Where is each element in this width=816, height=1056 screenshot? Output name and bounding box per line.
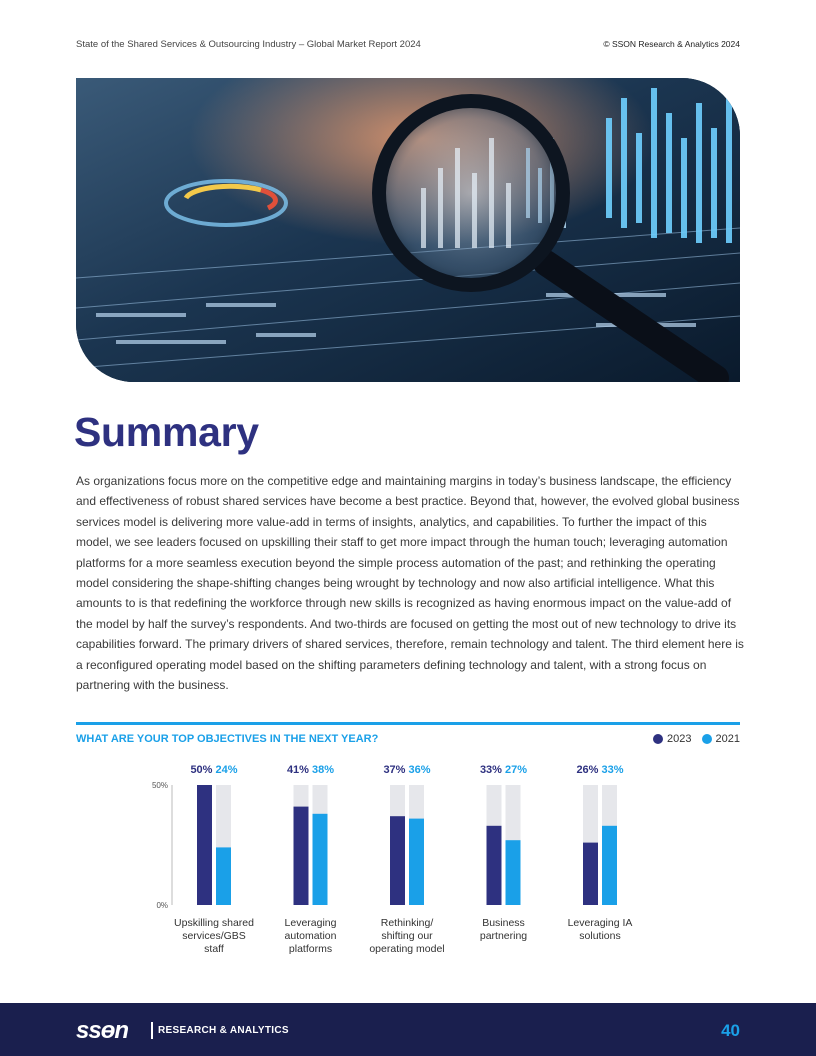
legend-label-2021: 2021 (715, 733, 740, 745)
chart-legend (653, 733, 740, 745)
hero-image (76, 78, 740, 382)
data-label-pair (383, 764, 430, 776)
data-label-2023: 26% (576, 764, 599, 776)
bar-2021 (216, 847, 231, 905)
chart-title: WHAT ARE YOUR TOP OBJECTIVES IN THE NEXT YEAR? (76, 733, 379, 745)
bar-2023 (487, 826, 502, 905)
data-label-pair (480, 764, 527, 776)
data-label-2023: 41% (286, 764, 309, 776)
category-label: staff (204, 943, 224, 955)
category-label: services/GBS (182, 930, 246, 942)
data-label-pair (190, 764, 237, 776)
category-label: Leveraging (284, 917, 337, 929)
legend-dot-2021 (702, 734, 712, 744)
y-tick-label: 50% (151, 781, 168, 790)
footer-label: RESEARCH & ANALYTICS (158, 1025, 289, 1036)
magnifying-glass-data-illustration (76, 78, 740, 382)
data-label-2021: 24% (212, 764, 238, 776)
category-label: shifting our (381, 930, 433, 942)
data-label-2023: 37% (383, 764, 406, 776)
page-title: Summary (74, 409, 259, 455)
y-tick-label: 0% (156, 901, 168, 910)
bar-2021 (409, 819, 424, 905)
data-label-pair (287, 764, 334, 776)
objectives-bar-chart (150, 755, 670, 965)
category-label: Upskilling shared (174, 917, 254, 929)
report-title-header: State of the Shared Services & Outsourcing Industry – Global Market Report 2024 (76, 39, 421, 50)
bar-2021 (602, 826, 617, 905)
data-label-2021: 38% (308, 764, 335, 776)
data-label-pair (576, 764, 623, 776)
bar-2023 (197, 785, 212, 905)
category-label: Rethinking/ (380, 917, 434, 929)
bar-2021 (313, 814, 328, 905)
category-label: automation (284, 930, 337, 942)
copyright-header: © SSON Research & Analytics 2024 (603, 39, 740, 49)
data-label-2023: 33% (479, 764, 502, 776)
category-label: platforms (288, 943, 333, 955)
legend-label-2023: 2023 (667, 733, 692, 745)
legend-item-2021 (702, 733, 740, 745)
data-label-2021: 36% (405, 764, 431, 776)
footer-divider (151, 1022, 153, 1039)
category-label: Leveraging IA (567, 917, 633, 929)
category-label: Business (482, 917, 525, 929)
category-label: operating model (369, 943, 445, 955)
data-label-2021: 27% (501, 764, 528, 776)
bar-2023 (294, 807, 309, 905)
data-label-2023: 50% (190, 764, 213, 776)
category-label: solutions (579, 930, 621, 942)
bar-2023 (583, 843, 598, 905)
page-number: 40 (721, 1021, 740, 1040)
ssun-logo: ssɵn (76, 1017, 129, 1044)
category-label: partnering (479, 930, 528, 942)
data-label-2021: 33% (598, 764, 624, 776)
bar-2023 (390, 816, 405, 905)
bar-2021 (506, 840, 521, 905)
summary-paragraph: As organizations focus more on the competitive edge and maintaining margins in today’s business landscape, the efficiency and effectiveness of robust shared services have become a best practice. Beyond that, however, the evolved global business services model is delivering more value-add in terms of insights, analytics, and capabilities. To further the impact of this model, we see leaders focused on upskilling their staff to get more impact through the human touch; leveraging automation platforms for a more seamless execution beyond the simple process automation of the past; and rethinking the operating model considering the shape-shifting changes being wrought by technology and now also artificial intelligence. What this amounts to is that redefining the workforce through new skills is recognized as having enormous impact on the value-add of the model by half the survey’s respondents. And two-thirds are focused on getting the most out of new technology to drive its capabilities forward. The primary drivers of shared services, therefore, remain technology and talent. The third element here is a reconfigured operating model based on the shifting parameters defining technology and talent, with a strong focus on partnering with the business. (76, 474, 744, 693)
chart-divider (76, 722, 740, 725)
legend-dot-2023 (653, 734, 663, 744)
legend-item-2023 (653, 733, 691, 745)
footer-bar (0, 1003, 816, 1056)
